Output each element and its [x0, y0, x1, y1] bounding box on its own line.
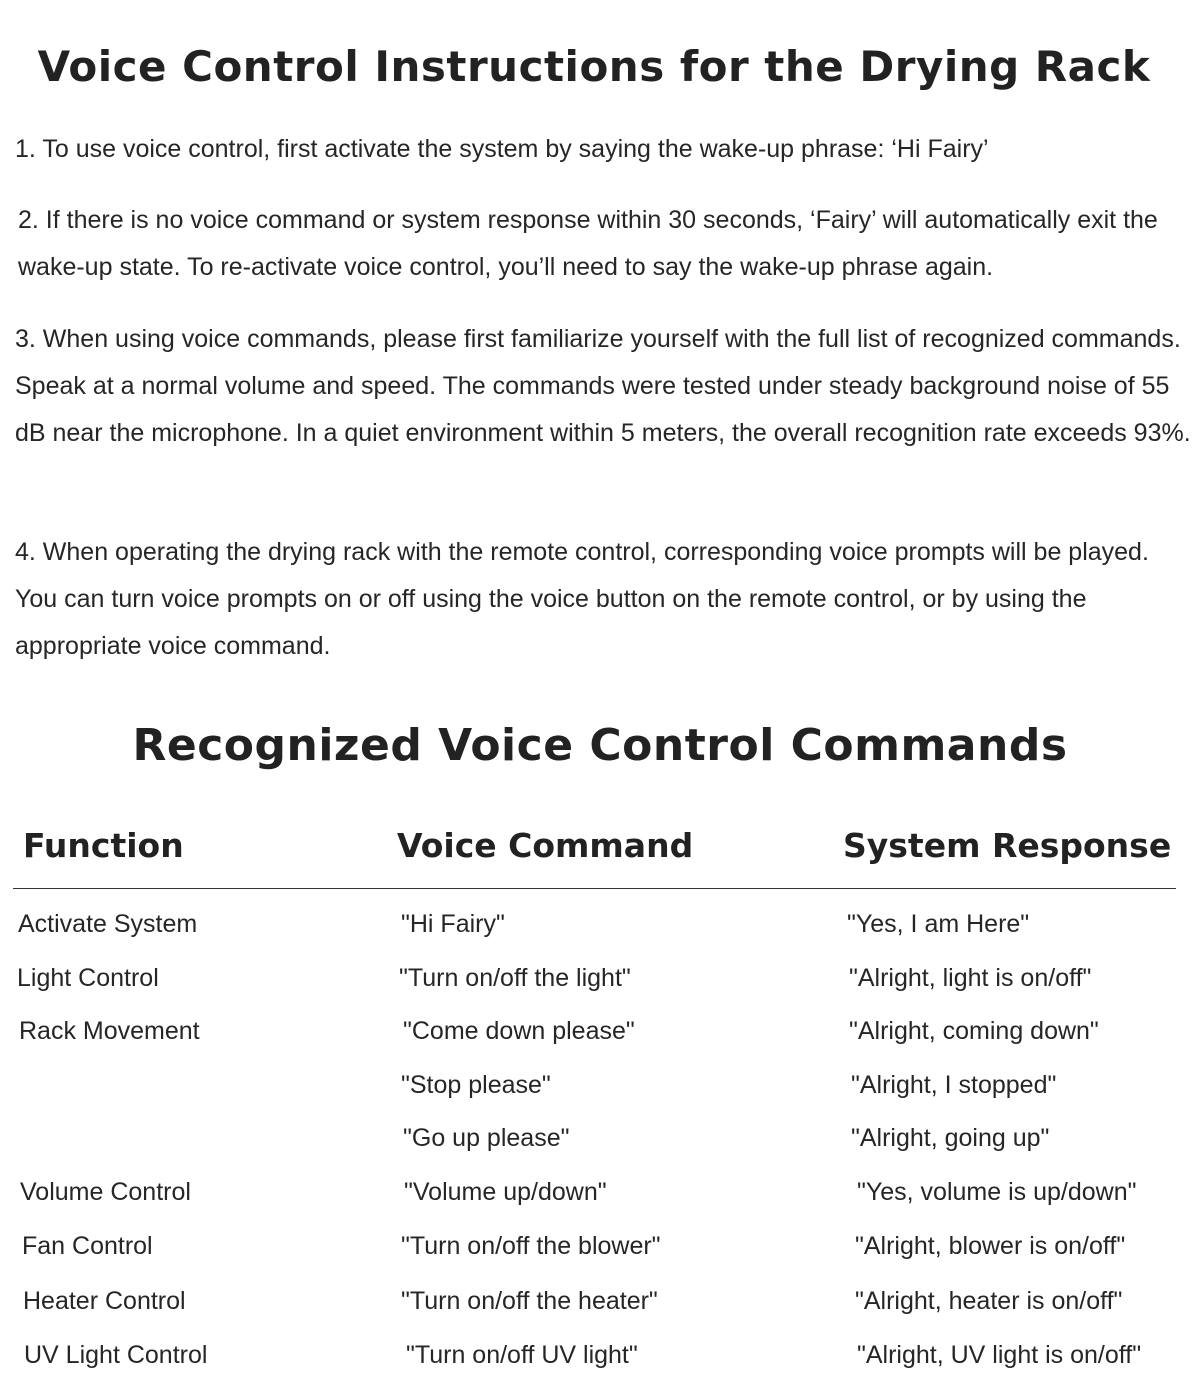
- table-row: [0, 1340, 1200, 1390]
- system-response-cell: "Alright, blower is on/off": [855, 1232, 1126, 1260]
- system-response-cell: "Alright, light is on/off": [849, 964, 1092, 992]
- voice-command-cell: "Turn on/off UV light": [406, 1341, 638, 1369]
- column-header-system-response: System Response: [843, 826, 1172, 865]
- table-row: [0, 1016, 1200, 1066]
- voice-command-cell: "Volume up/down": [404, 1178, 607, 1206]
- table-row: [0, 1177, 1200, 1227]
- function-cell: Activate System: [18, 910, 198, 938]
- commands-title: Recognized Voice Control Commands: [132, 720, 1068, 771]
- system-response-cell: "Yes, volume is up/down": [857, 1178, 1137, 1206]
- function-cell: Heater Control: [23, 1287, 186, 1315]
- voice-command-cell: "Go up please": [403, 1124, 570, 1152]
- table-row: [0, 909, 1200, 959]
- function-cell: Fan Control: [22, 1232, 153, 1260]
- table-row: [0, 1070, 1200, 1120]
- instruction-3: 3. When using voice commands, please first familiarize yourself with the full list of recognized commands. Speak at a normal volume and speed. The commands were tested under steady background noise of 55 dB near the microphone. In a quiet environment within 5 meters, the overall recognition rate exceeds 93%.: [15, 325, 1191, 447]
- column-header-voice-command: Voice Command: [397, 826, 694, 865]
- voice-command-cell: "Hi Fairy": [401, 910, 505, 938]
- table-row: [0, 963, 1200, 1013]
- table-row: [0, 1286, 1200, 1336]
- voice-command-cell: "Turn on/off the light": [399, 964, 631, 992]
- system-response-cell: "Alright, heater is on/off": [855, 1287, 1123, 1315]
- instruction-4: 4. When operating the drying rack with the remote control, corresponding voice prompts will be played. You can turn voice prompts on or off using the voice button on the remote control, or by using the appropriate voice command.: [15, 538, 1149, 660]
- column-header-function: Function: [23, 826, 184, 865]
- table-row: [0, 1123, 1200, 1173]
- header-divider: [13, 888, 1176, 889]
- system-response-cell: "Alright, UV light is on/off": [857, 1341, 1142, 1369]
- function-cell: Light Control: [17, 964, 159, 992]
- function-cell: Volume Control: [20, 1178, 191, 1206]
- page-title: Voice Control Instructions for the Drying Rack: [37, 42, 1151, 91]
- system-response-cell: "Alright, I stopped": [851, 1071, 1057, 1099]
- function-cell: UV Light Control: [24, 1341, 208, 1369]
- system-response-cell: "Alright, going up": [851, 1124, 1050, 1152]
- system-response-cell: "Alright, coming down": [849, 1017, 1099, 1045]
- voice-command-cell: "Come down please": [403, 1017, 635, 1045]
- voice-command-cell: "Turn on/off the blower": [401, 1232, 661, 1260]
- system-response-cell: "Yes, I am Here": [847, 910, 1030, 938]
- function-cell: Rack Movement: [19, 1017, 200, 1045]
- voice-command-cell: "Turn on/off the heater": [401, 1287, 658, 1315]
- voice-command-cell: "Stop please": [401, 1071, 551, 1099]
- table-row: [0, 1231, 1200, 1281]
- instruction-2: 2. If there is no voice command or system response within 30 seconds, ‘Fairy’ will automatically exit the wake-up state. To re-activate voice control, you’ll need to say the wake-up phrase again.: [18, 206, 1158, 281]
- instruction-1: 1. To use voice control, first activate the system by saying the wake-up phrase: ‘Hi Fairy’: [15, 135, 989, 163]
